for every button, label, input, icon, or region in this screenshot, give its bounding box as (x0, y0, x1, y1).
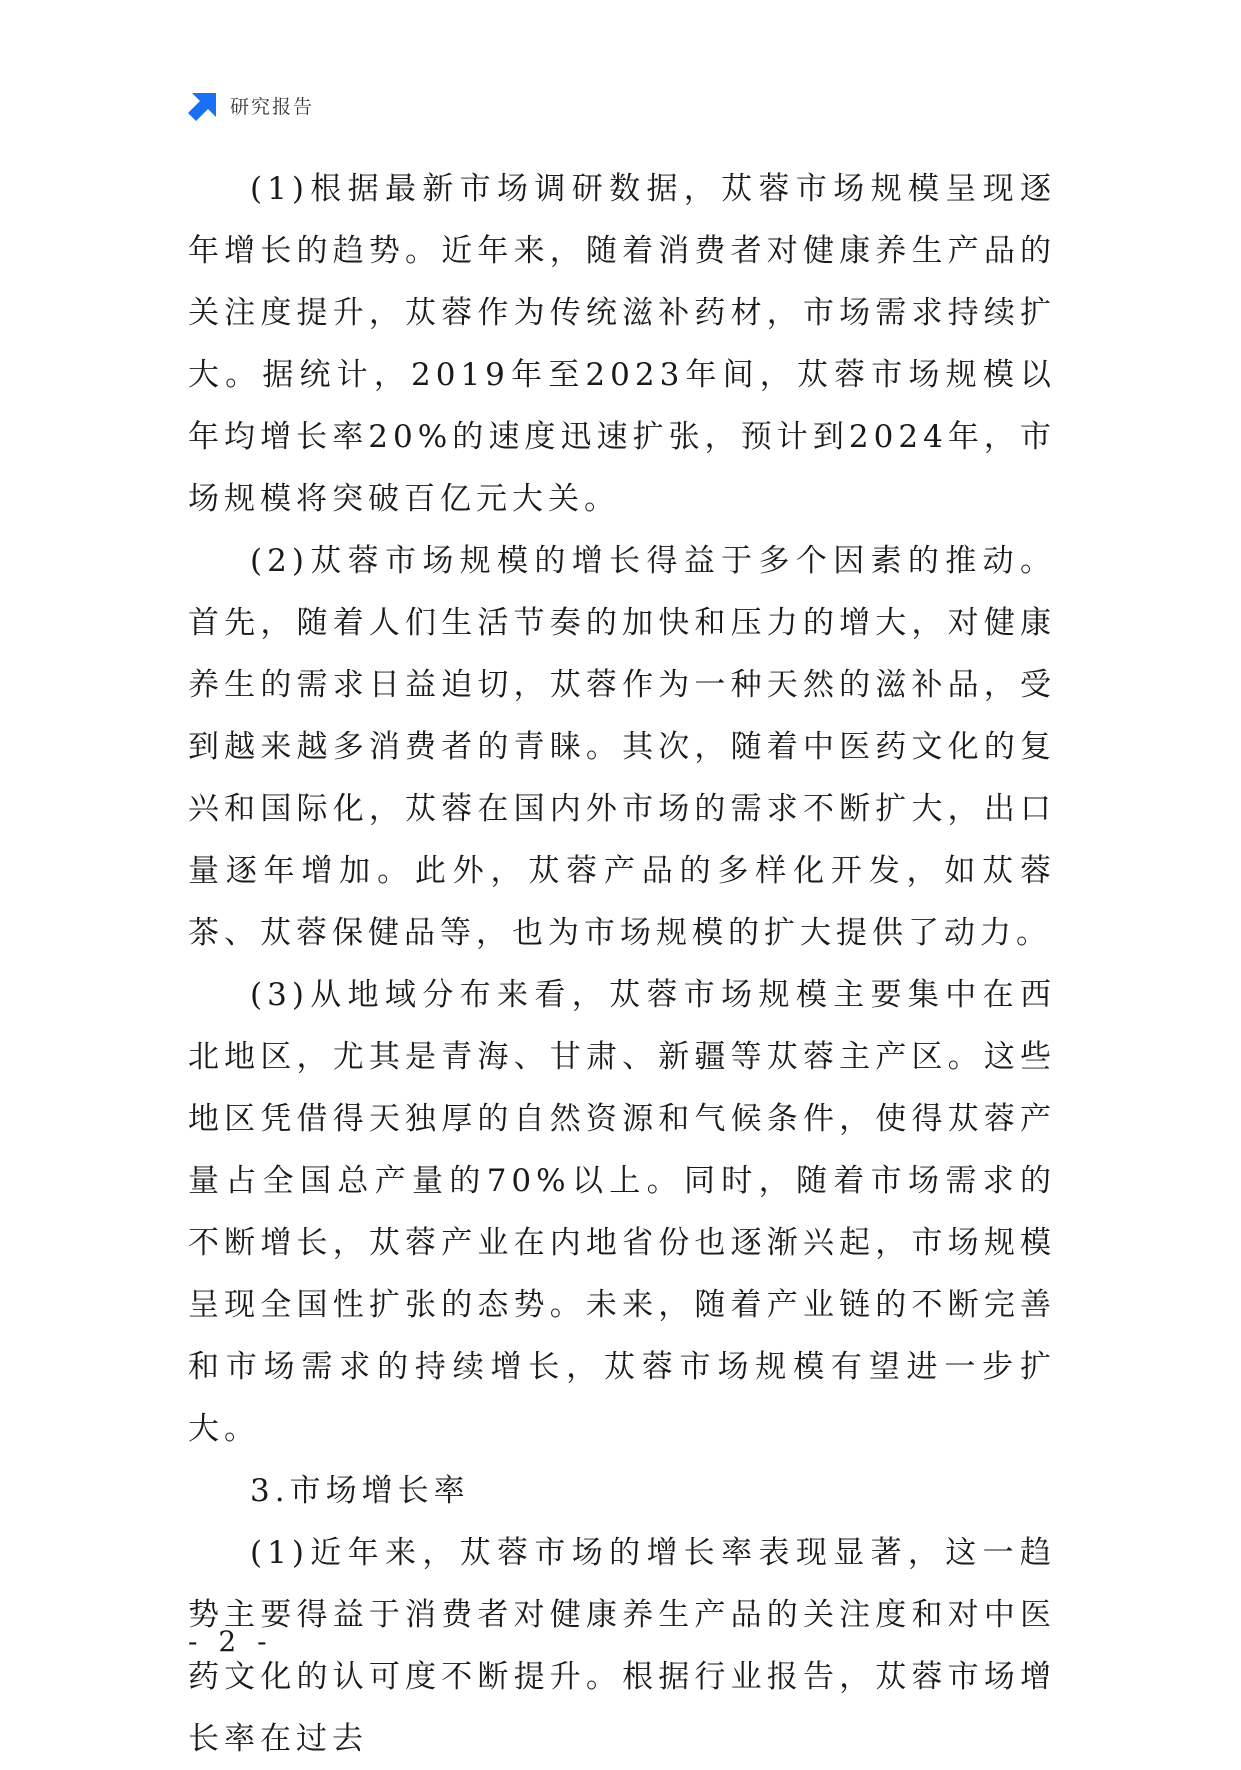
page-number: - 2 - (188, 1625, 273, 1658)
arrow-up-right-icon (188, 89, 220, 121)
paragraph-1: (1)根据最新市场调研数据，苁蓉市场规模呈现逐年增长的趋势。近年来，随着消费者对健康养生产品的关注度提升，苁蓉作为传统滋补药材，市场需求持续扩大。据统计，2019年至2023年间，苁蓉市场规模以年均增长率20%的速度迅速扩张，预计到2024年，市场规模将突破百亿元大关。 (188, 171, 1056, 517)
report-title: 研究报告 (230, 95, 315, 118)
section-heading: 3.市场增长率 (250, 1473, 470, 1509)
paragraph-4: (1)近年来，苁蓉市场的增长率表现显著，这一趋势主要得益于消费者对健康养生产品的关注度和对中医药文化的认可度不断提升。根据行业报告，苁蓉市场增长率在过去 (188, 1535, 1056, 1757)
page-header (188, 88, 314, 122)
paragraph-3: (3)从地域分布来看，苁蓉市场规模主要集中在西北地区，尤其是青海、甘肃、新疆等苁蓉主产区。这些地区凭借得天独厚的自然资源和气候条件，使得苁蓉产量占全国总产量的70%以上。同时，随着市场需求的不断增长，苁蓉产业在内地省份也逐渐兴起，市场规模呈现全国性扩张的态势。未来，随着产业链的不断完善和市场需求的持续增长，苁蓉市场规模有望进一步扩大。 (188, 977, 1056, 1447)
document-body (188, 158, 1056, 1770)
paragraph-2: (2)苁蓉市场规模的增长得益于多个因素的推动。首先，随着人们生活节奏的加快和压力的增大，对健康养生的需求日益迫切，苁蓉作为一种天然的滋补品，受到越来越多消费者的青睐。其次，随着中医药文化的复兴和国际化，苁蓉在国内外市场的需求不断扩大，出口量逐年增加。此外，苁蓉产品的多样化开发，如苁蓉茶、苁蓉保健品等，也为市场规模的扩大提供了动力。 (188, 543, 1056, 951)
